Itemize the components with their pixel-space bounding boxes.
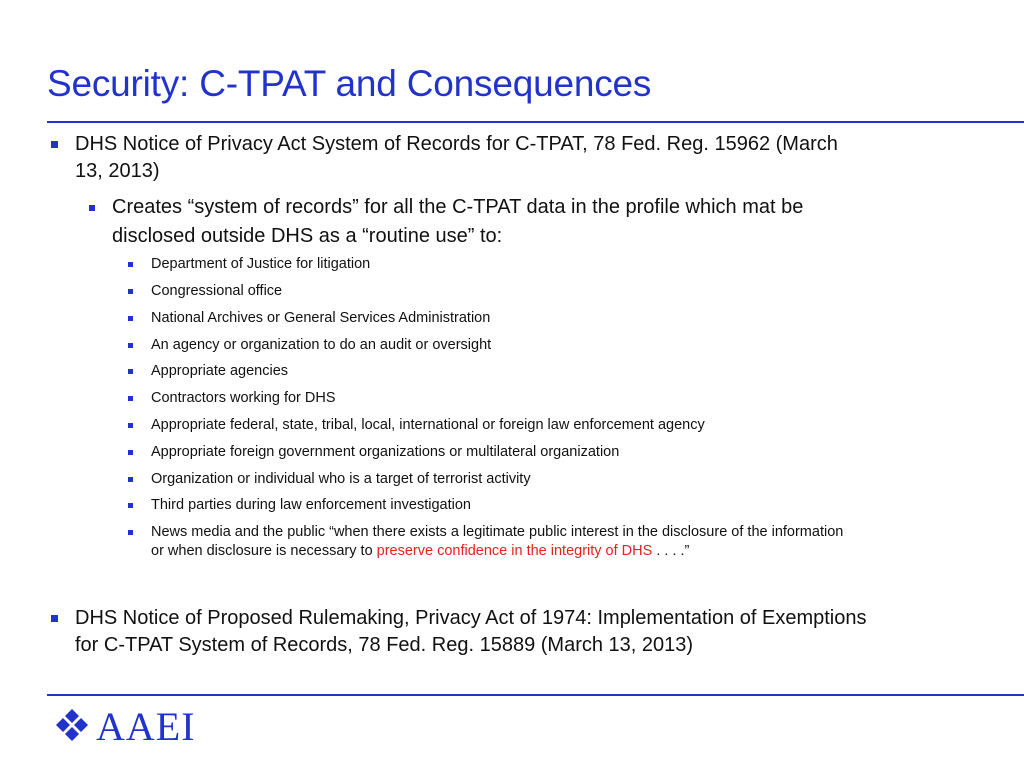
bullet-line: 13, 2013) (75, 160, 160, 182)
bullet-marker (128, 289, 133, 294)
bullet-line: for C-TPAT System of Records, 78 Fed. Reg. 15889 (March 13, 2013) (75, 634, 694, 656)
bullet-line (151, 542, 843, 561)
list-item: Appropriate federal, state, tribal, local, international or foreign law enforcement agency (151, 417, 705, 433)
bullet-line: DHS Notice of Proposed Rulemaking, Privacy Act of 1974: Implementation of Exemptions (75, 607, 867, 629)
footer-divider (47, 694, 1024, 696)
list-item-news-media (151, 523, 843, 561)
quote-text: or when disclosure is necessary to (151, 543, 377, 559)
list-item: Appropriate foreign government organizations or multilateral organization (151, 444, 620, 460)
bullet-marker (128, 503, 133, 508)
bullet-marker (128, 262, 133, 267)
bullet-marker (128, 369, 133, 374)
bullet-marker (89, 205, 95, 211)
bullet-marker (128, 530, 133, 535)
list-item: Appropriate agencies (151, 363, 289, 379)
list-item: Department of Justice for litigation (151, 256, 371, 272)
list-item: Organization or individual who is a target of terrorist activity (151, 471, 531, 487)
list-item: An agency or organization to do an audit or oversight (151, 337, 492, 353)
bullet-marker (128, 423, 133, 428)
bullet-marker (128, 343, 133, 348)
bullet-marker (51, 615, 58, 622)
bullet-proposed-rulemaking (75, 605, 867, 659)
list-item: Third parties during law enforcement investigation (151, 497, 471, 513)
bullet-line: DHS Notice of Privacy Act System of Records for C-TPAT, 78 Fed. Reg. 15962 (March (75, 133, 838, 155)
bullet-system-of-records (112, 193, 803, 251)
aaei-logo (52, 704, 196, 749)
bullet-marker (128, 450, 133, 455)
logo-text: AAEI (96, 704, 196, 749)
bullet-privacy-act-notice (75, 131, 838, 185)
bullet-line: disclosed outside DHS as a “routine use” to: (112, 225, 503, 247)
bullet-marker (51, 141, 58, 148)
bullet-line: News media and the public “when there exists a legitimate public interest in the disclosure of the information (151, 524, 844, 540)
bullet-marker (128, 477, 133, 482)
page-title: Security: C-TPAT and Consequences (47, 63, 652, 104)
list-item: Congressional office (151, 283, 283, 299)
bullet-line: Creates “system of records” for all the C-TPAT data in the profile which mat be (112, 196, 804, 218)
list-item: Contractors working for DHS (151, 390, 336, 406)
bullet-marker (128, 396, 133, 401)
list-item: National Archives or General Services Administration (151, 310, 491, 326)
diamond-cluster-icon (52, 707, 92, 747)
highlighted-text: preserve confidence in the integrity of DHS (376, 543, 653, 559)
quote-end-text: . . . .” (652, 543, 690, 559)
title-divider (47, 121, 1024, 123)
bullet-marker (128, 316, 133, 321)
